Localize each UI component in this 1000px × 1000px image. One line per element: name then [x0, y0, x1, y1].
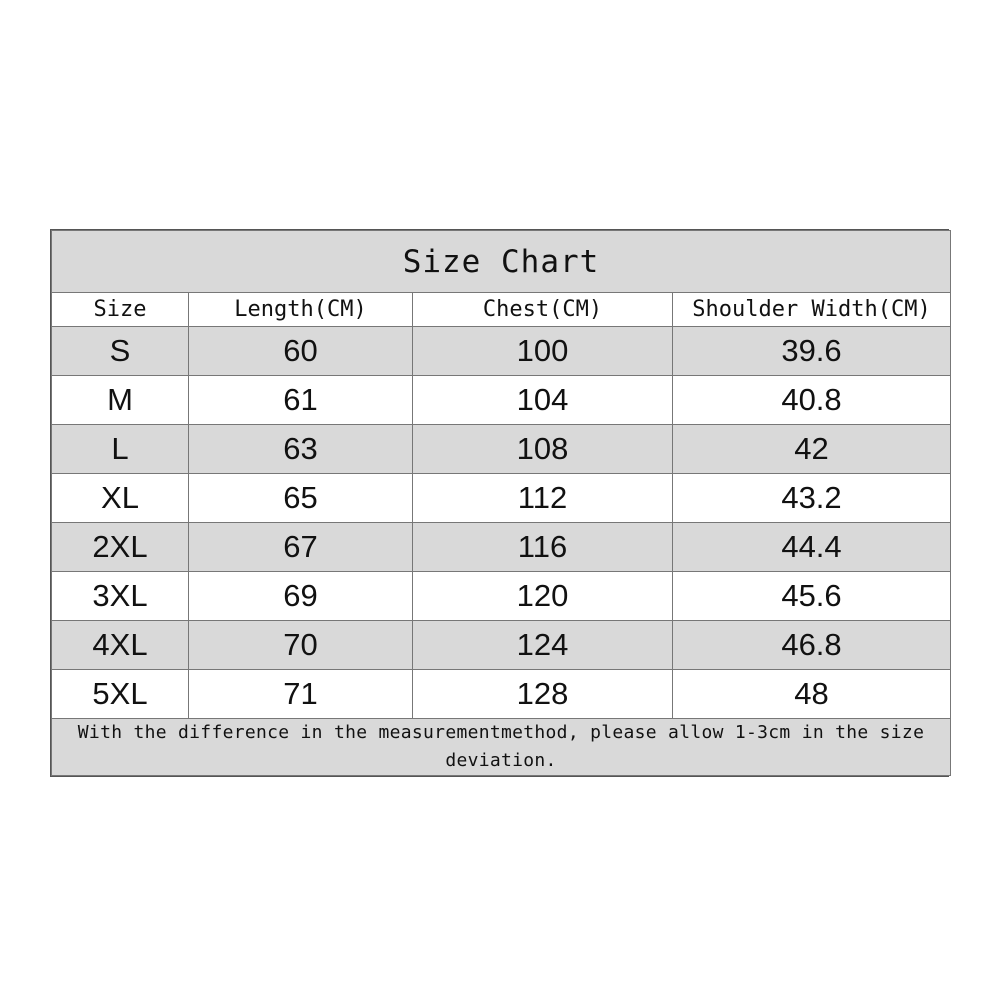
- table-row: [52, 621, 951, 670]
- column-header-length: Length(CM): [189, 293, 413, 327]
- chest-cell: 124: [413, 621, 673, 670]
- column-header-shoulder-width: Shoulder Width(CM): [673, 293, 951, 327]
- length-cell: 71: [189, 670, 413, 719]
- header-row: [52, 293, 951, 327]
- size-table: [51, 230, 951, 776]
- size-cell: L: [52, 425, 189, 474]
- table-row: [52, 425, 951, 474]
- length-cell: 69: [189, 572, 413, 621]
- shoulder-width-cell: 39.6: [673, 327, 951, 376]
- chest-cell: 128: [413, 670, 673, 719]
- length-cell: 63: [189, 425, 413, 474]
- table-row: [52, 572, 951, 621]
- table-row: [52, 327, 951, 376]
- length-cell: 60: [189, 327, 413, 376]
- length-cell: 67: [189, 523, 413, 572]
- shoulder-width-cell: 45.6: [673, 572, 951, 621]
- chest-cell: 100: [413, 327, 673, 376]
- size-cell: 4XL: [52, 621, 189, 670]
- chest-cell: 108: [413, 425, 673, 474]
- chest-cell: 104: [413, 376, 673, 425]
- chest-cell: 112: [413, 474, 673, 523]
- length-cell: 70: [189, 621, 413, 670]
- shoulder-width-cell: 46.8: [673, 621, 951, 670]
- size-cell: 2XL: [52, 523, 189, 572]
- size-cell: 3XL: [52, 572, 189, 621]
- table-row: [52, 474, 951, 523]
- shoulder-width-cell: 40.8: [673, 376, 951, 425]
- column-header-chest: Chest(CM): [413, 293, 673, 327]
- size-cell: 5XL: [52, 670, 189, 719]
- length-cell: 65: [189, 474, 413, 523]
- table-row: [52, 670, 951, 719]
- shoulder-width-cell: 43.2: [673, 474, 951, 523]
- size-cell: M: [52, 376, 189, 425]
- length-cell: 61: [189, 376, 413, 425]
- column-header-size: Size: [52, 293, 189, 327]
- size-chart: [50, 229, 949, 777]
- shoulder-width-cell: 42: [673, 425, 951, 474]
- table-row: [52, 376, 951, 425]
- size-cell: S: [52, 327, 189, 376]
- chart-title: Size Chart: [52, 231, 951, 293]
- chest-cell: 120: [413, 572, 673, 621]
- chest-cell: 116: [413, 523, 673, 572]
- size-deviation-note: With the difference in the measurementmethod, please allow 1-3cm in the size deviation.: [52, 719, 951, 776]
- shoulder-width-cell: 44.4: [673, 523, 951, 572]
- size-cell: XL: [52, 474, 189, 523]
- shoulder-width-cell: 48: [673, 670, 951, 719]
- table-row: [52, 523, 951, 572]
